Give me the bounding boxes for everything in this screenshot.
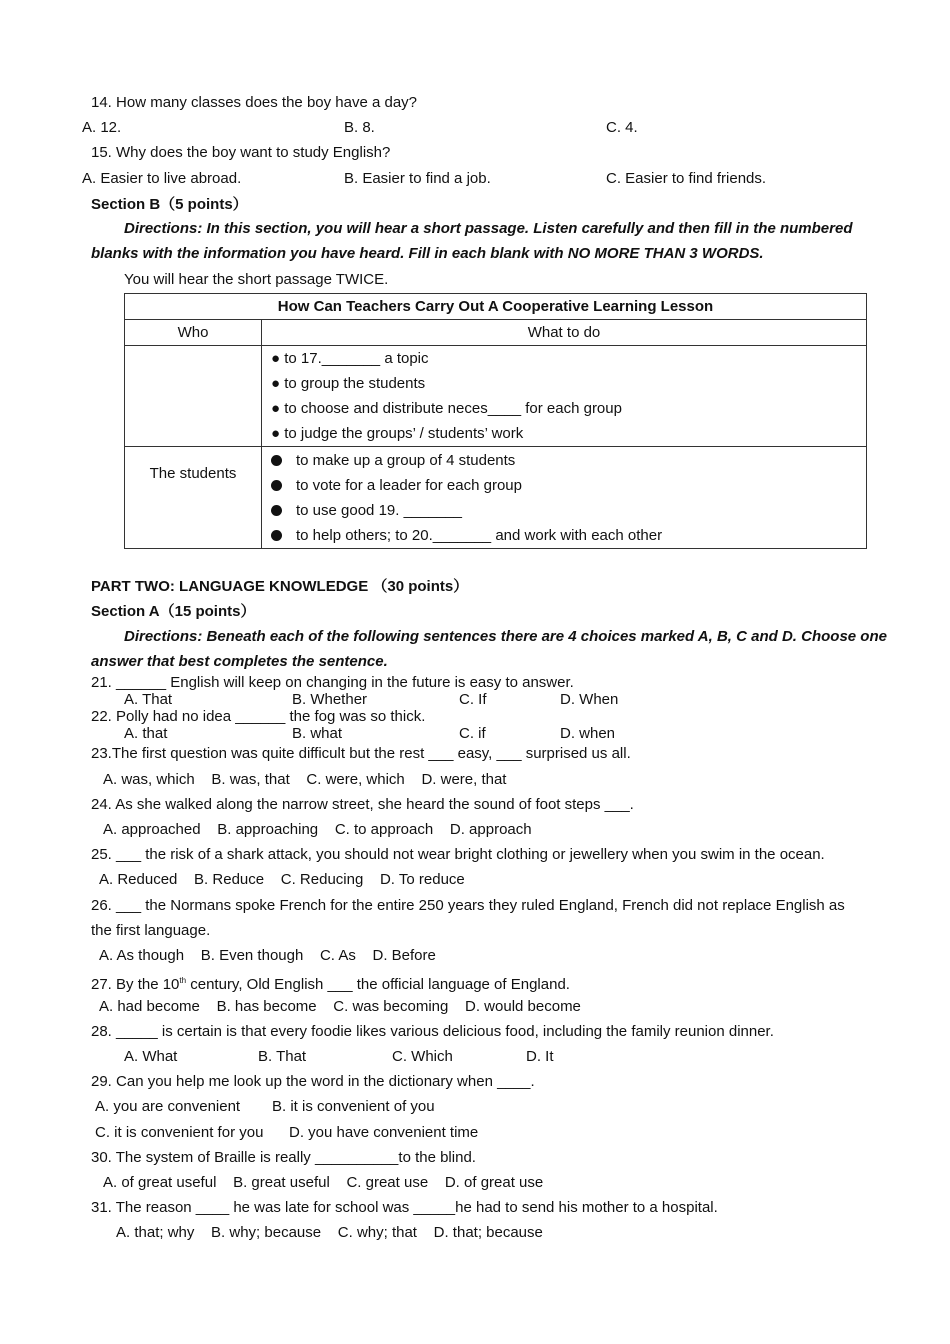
q29-option-a: A. you are convenient: [95, 1098, 241, 1115]
section-a-directions-1: Directions: Beneath each of the following sentences there are 4 choices marked A, B, C and D. Choose one: [124, 628, 887, 645]
q15-option-c: C. Easier to find friends.: [606, 170, 767, 187]
q29-stem: 29. Can you help me look up the word in the dictionary when ____.: [91, 1073, 535, 1090]
q26-stem-cont: the first language.: [91, 922, 211, 939]
student-item: [262, 523, 866, 548]
section-b-directions-2: blanks with the information you have heard. Fill in each blank with NO MORE THAN 3 WORDS.: [91, 245, 764, 262]
section-b-note: You will hear the short passage TWICE.: [124, 271, 389, 288]
q25-stem: 25. ___ the risk of a shark attack, you should not wear bright clothing or jewellery when you swim in the ocean.: [91, 846, 825, 863]
q28-option-c: C. Which: [392, 1048, 453, 1065]
q21-option-c: C. If: [459, 691, 487, 708]
bullet-icon: [271, 480, 282, 491]
section-a-heading: Section A（15 points）: [91, 603, 256, 620]
q27-stem: [91, 972, 570, 994]
q29-option-b: B. it is convenient of you: [272, 1098, 435, 1115]
table-header-who: Who: [125, 320, 262, 346]
teacher-item: ● to choose and distribute neces____ for each group: [271, 400, 622, 417]
q26-stem: 26. ___ the Normans spoke French for the entire 250 years they ruled England, French did not replace English as: [91, 897, 845, 914]
section-b-heading: Section B（5 points）: [91, 196, 248, 213]
students-items-cell: [262, 447, 867, 549]
q15-stem: 15. Why does the boy want to study English?: [91, 144, 391, 161]
q29-option-d: D. you have convenient time: [289, 1124, 479, 1141]
student-item-text: to make up a group of 4 students: [296, 451, 516, 469]
q25-options: A. Reduced B. Reduce C. Reducing D. To reduce: [99, 871, 465, 888]
q31-stem: 31. The reason ____ he was late for school was _____he had to send his mother to a hospital.: [91, 1199, 718, 1216]
q29-option-c: C. it is convenient for you: [95, 1124, 264, 1141]
q21-option-d: D. When: [560, 691, 619, 708]
q27-options: A. had become B. has become C. was becoming D. would become: [99, 998, 581, 1015]
q21-option-a: A. That: [124, 691, 173, 708]
q28-option-a: A. What: [124, 1048, 178, 1065]
q22-option-a: A. that: [124, 725, 168, 742]
bullet-icon: [271, 505, 282, 516]
students-who-cell: The students: [125, 447, 262, 549]
student-item: [262, 448, 866, 473]
q26-options: A. As though B. Even though C. As D. Before: [99, 947, 436, 964]
teacher-item: ● to judge the groups’ / students’ work: [271, 425, 524, 442]
q21-stem: 21. ______ English will keep on changing in the future is easy to answer.: [91, 674, 574, 691]
q27-stem-sup: th: [179, 976, 187, 985]
q15-option-a: A. Easier to live abroad.: [82, 170, 242, 187]
part-two-heading: PART TWO: LANGUAGE KNOWLEDGE （30 points）: [91, 578, 469, 595]
q15-option-b: B. Easier to find a job.: [344, 170, 491, 187]
student-item-text: to use good 19. _______: [296, 501, 462, 519]
table-header-what: What to do: [262, 320, 867, 346]
teacher-items-cell: [262, 346, 867, 447]
section-a-directions-2: answer that best completes the sentence.: [91, 653, 388, 670]
q28-option-d: D. It: [526, 1048, 554, 1065]
q31-options: A. that; why B. why; because C. why; that D. that; because: [116, 1224, 543, 1241]
q30-stem: 30. The system of Braille is really __________to the blind.: [91, 1149, 476, 1166]
student-item-text: to help others; to 20._______ and work with each other: [296, 526, 663, 544]
q14-option-b: B. 8.: [344, 119, 375, 136]
q23-options: A. was, which B. was, that C. were, which D. were, that: [103, 771, 507, 788]
q22-option-d: D. when: [560, 725, 616, 742]
q24-options: A. approached B. approaching C. to approach D. approach: [103, 821, 532, 838]
section-b-directions-1: Directions: In this section, you will hear a short passage. Listen carefully and then fill in the numbered: [124, 220, 853, 237]
q21-option-b: B. Whether: [292, 691, 368, 708]
q28-option-b: B. That: [258, 1048, 307, 1065]
student-item-text: to vote for a leader for each group: [296, 476, 522, 494]
teacher-item: ● to 17._______ a topic: [271, 350, 429, 367]
teacher-item: ● to group the students: [271, 375, 426, 392]
q22-option-c: C. if: [459, 725, 486, 742]
student-item: [262, 498, 866, 523]
teacher-who-cell: [125, 346, 262, 447]
q30-options: A. of great useful B. great useful C. great use D. of great use: [103, 1174, 544, 1191]
student-item: [262, 473, 866, 498]
q27-stem-b: century, Old English ___ the official language of England.: [186, 976, 570, 993]
q22-stem: 22. Polly had no idea ______ the fog was so thick.: [91, 708, 426, 725]
bullet-icon: [271, 530, 282, 541]
q14-stem: 14. How many classes does the boy have a day?: [91, 94, 418, 111]
q23-stem: 23.The first question was quite difficult but the rest ___ easy, ___ surprised us all.: [91, 745, 631, 762]
q22-option-b: B. what: [292, 725, 343, 742]
q14-option-c: C. 4.: [606, 119, 638, 136]
q14-option-a: A. 12.: [82, 119, 122, 136]
task-table: [124, 293, 867, 549]
q24-stem: 24. As she walked along the narrow street, she heard the sound of foot steps ___.: [91, 796, 634, 813]
q27-stem-a: 27. By the 10: [91, 976, 180, 993]
q28-stem: 28. _____ is certain is that every foodie likes various delicious food, including the family reunion dinner.: [91, 1023, 774, 1040]
bullet-icon: [271, 455, 282, 466]
table-title: How Can Teachers Carry Out A Cooperative Learning Lesson: [125, 294, 867, 320]
